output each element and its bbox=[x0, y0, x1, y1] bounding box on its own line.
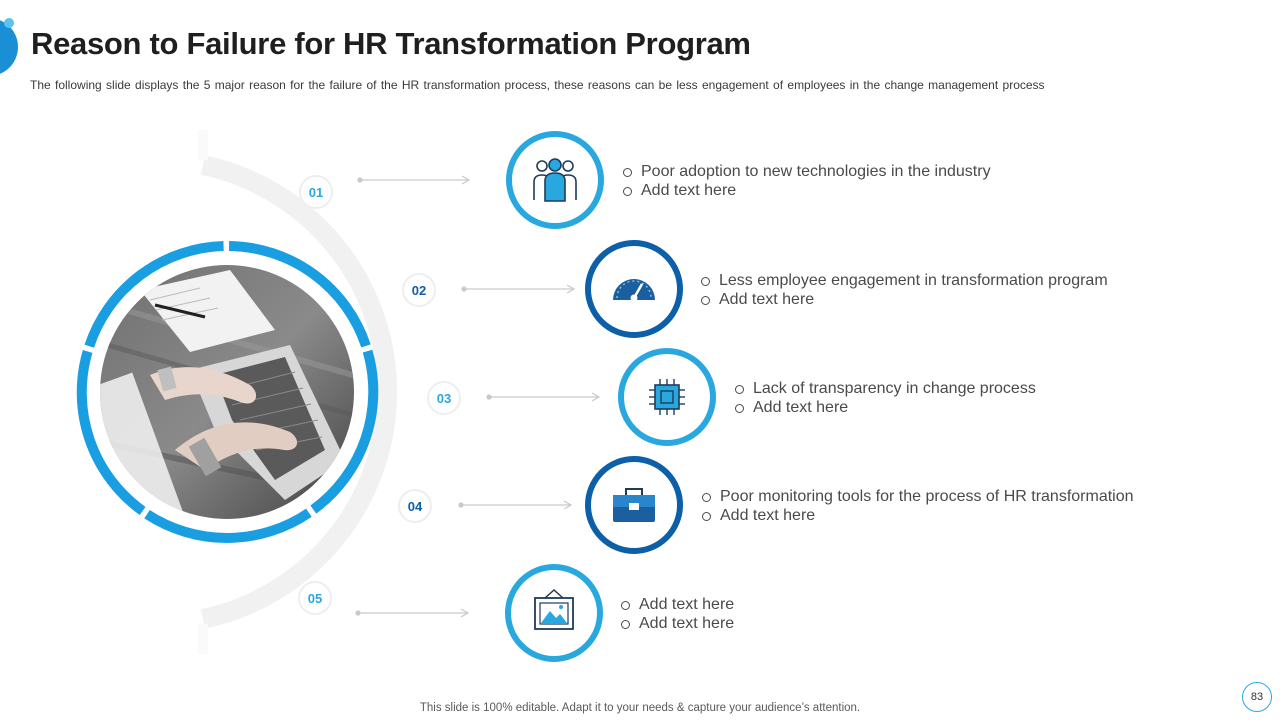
bullet-icon bbox=[702, 493, 711, 502]
reason-text-01 bbox=[623, 162, 991, 200]
reason-text-04 bbox=[702, 487, 1134, 525]
reason-line-text: Add text here bbox=[639, 615, 735, 632]
bullet-icon bbox=[735, 404, 744, 413]
bullet-icon bbox=[623, 168, 632, 177]
reason-line bbox=[701, 290, 1108, 309]
icon-circle-04 bbox=[588, 459, 680, 551]
arrow-03 bbox=[487, 393, 599, 401]
reason-text-03 bbox=[735, 379, 1036, 417]
arc-top-fade bbox=[198, 130, 208, 160]
reason-line-text: Add text here bbox=[720, 507, 816, 524]
step-number-04 bbox=[399, 490, 431, 522]
reason-line bbox=[702, 506, 1134, 525]
bullet-icon bbox=[702, 512, 711, 521]
reason-line bbox=[623, 162, 991, 181]
step-number-label: 04 bbox=[407, 499, 423, 514]
reason-line bbox=[702, 487, 1134, 506]
footer-note: This slide is 100% editable. Adapt it to your needs & capture your audience’s attention. bbox=[419, 702, 861, 714]
page-number-badge bbox=[1242, 682, 1272, 712]
arrow-04 bbox=[459, 501, 571, 509]
reason-line-text: Poor monitoring tools for the process of HR transformation bbox=[720, 488, 1134, 505]
reason-line bbox=[623, 181, 991, 200]
bullet-icon bbox=[701, 296, 710, 305]
page-subtitle: The following slide displays the 5 major reason for the failure of the HR transformation process, these reasons can be less engagement of employees in the change management process bbox=[30, 78, 1045, 92]
reason-line-text: Poor adoption to new technologies in the industry bbox=[641, 163, 991, 180]
bullet-icon bbox=[623, 187, 632, 196]
step-number-01 bbox=[300, 176, 332, 208]
bullet-icon bbox=[735, 385, 744, 394]
page-title: Reason to Failure for HR Transformation Program bbox=[31, 26, 751, 61]
step-number-02 bbox=[403, 274, 435, 306]
reason-line bbox=[701, 271, 1108, 290]
step-number-label: 02 bbox=[411, 283, 427, 298]
reason-line bbox=[735, 398, 1036, 417]
bullet-icon bbox=[621, 601, 630, 610]
step-number-03 bbox=[428, 382, 460, 414]
reason-line-text: Add text here bbox=[639, 596, 735, 613]
step-number-label: 03 bbox=[436, 391, 452, 406]
arrow-01 bbox=[358, 176, 469, 184]
page-number: 83 bbox=[1250, 691, 1264, 703]
step-number-label: 05 bbox=[307, 591, 323, 606]
arrow-02 bbox=[462, 285, 574, 293]
reason-line bbox=[621, 595, 734, 614]
reason-line-text: Add text here bbox=[641, 182, 737, 199]
reason-line bbox=[735, 379, 1036, 398]
reason-line-text: Lack of transparency in change process bbox=[753, 380, 1036, 397]
icon-circle-02 bbox=[588, 243, 680, 335]
bullet-icon bbox=[701, 277, 710, 286]
bullet-icon bbox=[621, 620, 630, 629]
arc-bottom-fade bbox=[198, 624, 208, 654]
reason-line-text: Less employee engagement in transformation program bbox=[719, 272, 1108, 289]
arrow-05 bbox=[356, 609, 468, 617]
reason-text-02 bbox=[701, 271, 1108, 309]
icon-circle-01 bbox=[509, 134, 601, 226]
step-number-label: 01 bbox=[308, 185, 324, 200]
step-number-05 bbox=[299, 582, 331, 614]
microchip-icon bbox=[649, 379, 685, 415]
reason-line bbox=[621, 614, 734, 633]
reason-line-text: Add text here bbox=[753, 399, 849, 416]
icon-circle-05 bbox=[508, 567, 600, 659]
reason-line-text: Add text here bbox=[719, 291, 815, 308]
icon-circle-03 bbox=[621, 351, 713, 443]
reason-text-05 bbox=[621, 595, 734, 633]
